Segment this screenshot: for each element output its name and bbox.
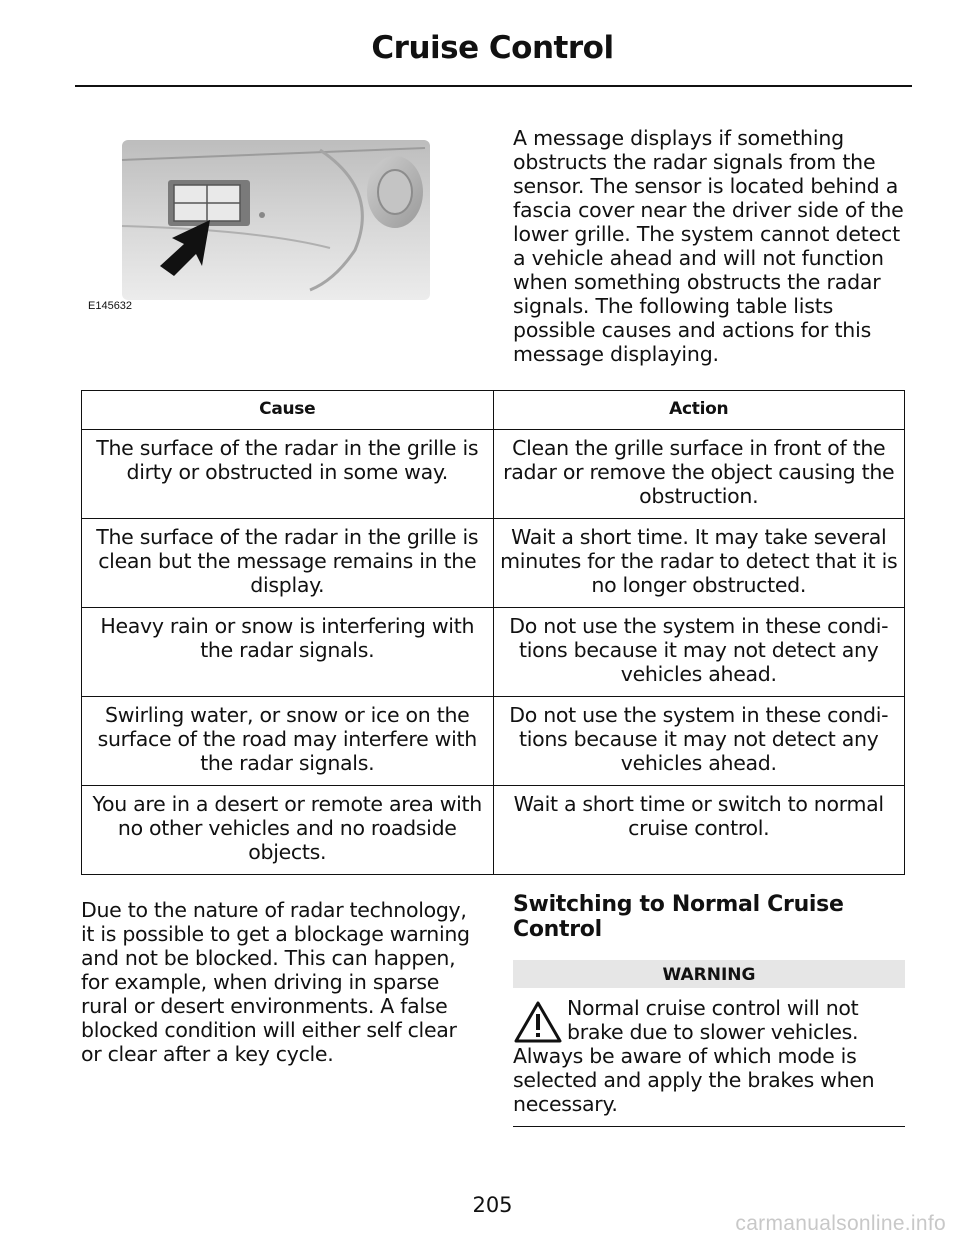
warning-banner: WARNING: [513, 960, 905, 988]
table-row: [82, 786, 905, 875]
sensor-illustration: [80, 130, 435, 305]
cause-column-header: Cause: [82, 391, 494, 430]
cause-cell: The surface of the radar in the grille is dirty or obstructed in some way.: [82, 430, 494, 519]
table-row: [82, 608, 905, 697]
warning-divider: [513, 1126, 905, 1127]
action-column-header: Action: [493, 391, 905, 430]
section-heading: Switching to Normal Cruise Control: [513, 892, 844, 942]
page-title: Cruise Control: [371, 30, 614, 66]
table-header-row: [82, 391, 905, 430]
table-row: [82, 697, 905, 786]
cause-cell: Swirling water, or snow or ice on the surface of the road may interfere with the radar signals.: [82, 697, 494, 786]
figure-label: E145632: [88, 300, 133, 312]
cause-action-table: [81, 390, 905, 875]
cause-cell: You are in a desert or remote area with no other vehicles and no roadside objects.: [82, 786, 494, 875]
page-number: 205: [472, 1193, 513, 1217]
action-cell: Wait a short time. It may take several minutes for the radar to detect that it is no longer obstructed.: [493, 519, 905, 608]
action-cell: Do not use the system in these condi-tions because it may not detect any vehicles ahead.: [493, 608, 905, 697]
watermark: carmanualsonline.info: [735, 1212, 946, 1235]
table-row: [82, 519, 905, 608]
radar-nature-paragraph: Due to the nature of radar technology, it is possible to get a blockage warning and not be blocked. This can happen, for example, when driving in sparse rural or desert environments. A false blocked condition will either self clear or clear after a key cycle.: [81, 898, 470, 1066]
table-row: [82, 430, 905, 519]
warning-line-rest: Always be aware of which mode is selected and apply the brakes when necessary.: [513, 1044, 875, 1116]
cause-cell: The surface of the radar in the grille is clean but the message remains in the display.: [82, 519, 494, 608]
action-cell: Do not use the system in these condi-tions because it may not detect any vehicles ahead.: [493, 697, 905, 786]
warning-line-2: brake due to slower vehicles.: [567, 1020, 859, 1044]
action-cell: Clean the grille surface in front of the radar or remove the object causing the obstruction.: [493, 430, 905, 519]
intro-paragraph: A message displays if something obstructs the radar signals from the sensor. The sensor is located behind a fascia cover near the driver side of the lower grille. The system cannot detect a vehicle ahead and will not function when something obstructs the radar signals. The following table lists possible causes and actions for this message displaying.: [513, 126, 904, 366]
action-cell: Wait a short time or switch to normal cruise control.: [493, 786, 905, 875]
title-divider: [75, 85, 912, 87]
cause-cell: Heavy rain or snow is interfering with the radar signals.: [82, 608, 494, 697]
sensor-figure: [80, 130, 435, 315]
warning-line-1: Normal cruise control will not: [567, 996, 859, 1020]
warning-text: [513, 996, 908, 1116]
